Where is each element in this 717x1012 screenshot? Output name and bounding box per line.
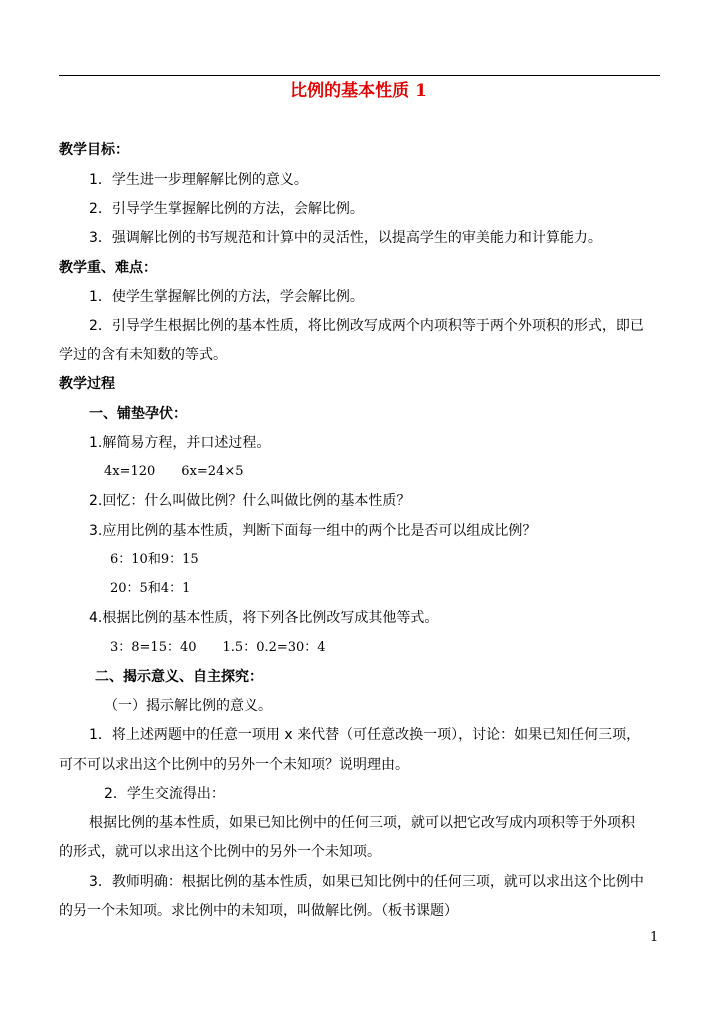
key-points-heading: 教学重、难点： <box>59 260 157 276</box>
part2-continuation: 的形式，就可以求出这个比例中的另外一个未知项。 <box>59 844 381 860</box>
goal-item: 1．学生进一步理解解比例的意义。 <box>89 172 308 188</box>
part1-item: 3.应用比例的基本性质，判断下面每一组中的两个比是否可以组成比例？ <box>89 523 537 539</box>
goal-item: 3．强调解比例的书写规范和计算中的灵活性，以提高学生的审美能力和计算能力。 <box>89 230 602 246</box>
ratio-pair: 6：10和9：15 <box>110 552 199 567</box>
part2-item: 1．将上述两题中的任意一项用 x 来代替（可任意改换一项），讨论：如果已知任何三项， <box>89 727 641 743</box>
part2-subheading: （一）揭示解比例的意义。 <box>104 698 272 714</box>
key-point-item: 1．使学生掌握解比例的方法，学会解比例。 <box>89 289 364 305</box>
equation-line: 4x=120 6x=24×5 <box>104 464 244 479</box>
header-rule <box>59 75 660 76</box>
part2-heading: 二、揭示意义、自主探究： <box>95 669 263 685</box>
document-title: 比例的基本性质 1 <box>290 81 427 101</box>
part2-item: 2．学生交流得出： <box>104 786 225 802</box>
part2-item: 3．教师明确：根据比例的基本性质，如果已知比例中的任何三项，就可以求出这个比例中 <box>89 874 644 890</box>
part2-continuation: 可不可以求出这个比例中的另外一个未知项？说明理由。 <box>59 757 409 773</box>
key-point-item: 2．引导学生根据比例的基本性质，将比例改写成两个内项积等于两个外项积的形式，即已 <box>89 318 644 334</box>
part1-item: 2.回忆：什么叫做比例？什么叫做比例的基本性质？ <box>89 493 411 509</box>
process-heading: 教学过程 <box>59 376 115 392</box>
proportion-line: 3：8=15：40 1.5：0.2=30：4 <box>110 640 326 655</box>
part1-item: 1.解简易方程，并口述过程。 <box>89 435 271 451</box>
goals-heading: 教学目标： <box>59 142 129 158</box>
ratio-pair: 20：5和4：1 <box>110 581 191 596</box>
part2-paragraph: 根据比例的基本性质，如果已知比例中的任何三项，就可以把它改写成内项积等于外项积 <box>89 815 635 831</box>
part2-continuation: 的另一个未知项。求比例中的未知项，叫做解比例。（板书课题） <box>59 903 458 919</box>
part1-heading: 一、铺垫孕伏： <box>89 406 187 422</box>
goal-item: 2．引导学生掌握解比例的方法，会解比例。 <box>89 201 364 217</box>
part1-item: 4.根据比例的基本性质，将下列各比例改写成其他等式。 <box>89 610 439 626</box>
page-number: 1 <box>650 930 659 945</box>
key-point-continuation: 学过的含有未知数的等式。 <box>59 347 227 363</box>
